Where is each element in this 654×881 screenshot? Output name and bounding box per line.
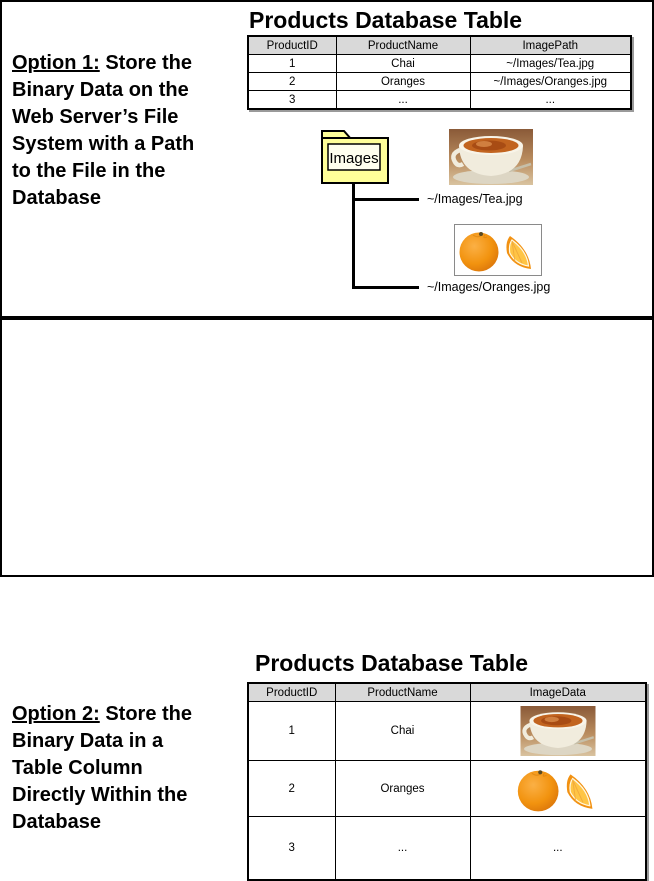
caption-line: Table Column xyxy=(12,757,143,779)
col-header: ProductID xyxy=(248,683,335,702)
col-header: ProductID xyxy=(248,36,336,55)
tea-photo xyxy=(520,706,596,756)
col-header: ImageData xyxy=(470,683,646,702)
col-header: ProductName xyxy=(336,36,470,55)
image-cell xyxy=(470,761,646,817)
file-path-label: ~/Images/Oranges.jpg xyxy=(427,280,551,294)
table-row: 1 Chai xyxy=(248,702,646,761)
table-row: 2 Oranges ~/Images/Oranges.jpg xyxy=(248,73,631,91)
option1-label: Option 1: xyxy=(12,52,100,74)
caption-line: Binary Data in a xyxy=(12,730,164,752)
table-row: 1 Chai ~/Images/Tea.jpg xyxy=(248,55,631,73)
option1-panel xyxy=(0,0,654,318)
oranges-photo xyxy=(514,765,602,813)
caption-line: to the File in the xyxy=(12,160,166,182)
oranges-photo xyxy=(454,224,542,276)
caption-line: Directly Within the xyxy=(12,784,188,806)
table-header-row xyxy=(248,683,646,702)
option2-label: Option 2: xyxy=(12,703,100,725)
option2-panel xyxy=(0,318,654,854)
table-title: Products Database Table xyxy=(255,650,529,676)
tree-branch-line xyxy=(352,286,419,289)
caption-line: Database xyxy=(12,811,101,833)
file-path-label: ~/Images/Tea.jpg xyxy=(427,192,523,206)
tree-branch-line xyxy=(352,198,419,201)
col-header: ProductName xyxy=(335,683,470,702)
caption-line: Web Server’s File xyxy=(12,106,179,128)
caption-line: Option 2: Store the xyxy=(12,703,193,725)
col-header: ImagePath xyxy=(470,36,631,55)
caption-line: Database xyxy=(12,187,101,209)
option1-caption xyxy=(12,50,246,212)
caption-line: Option 1: Store the xyxy=(12,52,193,74)
images-folder-icon xyxy=(319,128,391,186)
caption-line: System with a Path xyxy=(12,133,195,155)
products-table-imagepath xyxy=(247,35,632,110)
table-row: 3 ... ... xyxy=(248,817,646,881)
caption-line: Binary Data on the xyxy=(12,79,189,101)
option2-caption xyxy=(12,701,246,836)
table-header-row xyxy=(248,36,631,55)
table-row: 2 Oranges xyxy=(248,761,646,817)
table-title: Products Database Table xyxy=(249,7,523,33)
image-cell xyxy=(470,702,646,761)
products-table-imagedata xyxy=(247,682,647,881)
folder-label: Images xyxy=(329,150,379,167)
table-row: 3 ... ... xyxy=(248,91,631,110)
tea-photo xyxy=(449,129,533,185)
